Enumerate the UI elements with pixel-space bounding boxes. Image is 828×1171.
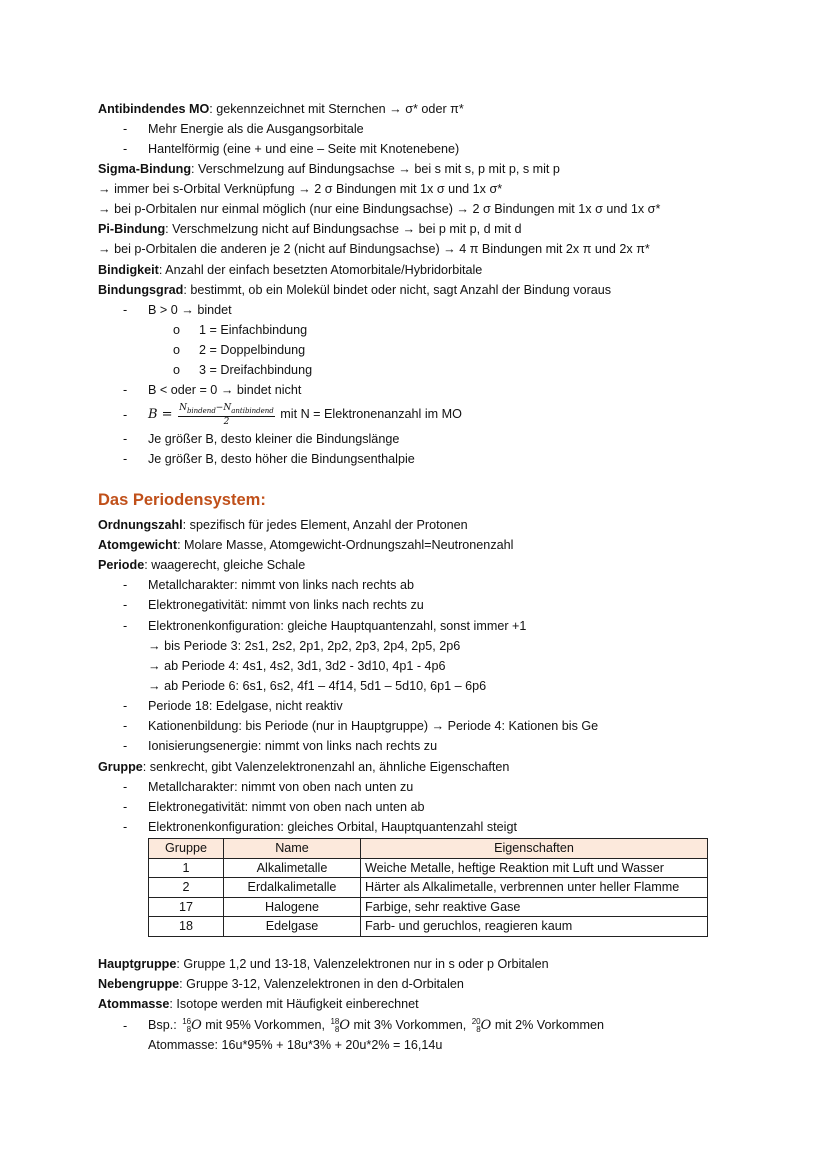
list-item: Kationenbildung: bis Periode (nur in Hauptgruppe) → Periode 4: Kationen bis Ge xyxy=(148,719,599,733)
isotope-symbol: O xyxy=(339,1018,351,1033)
list-item: Elektronegativität: nimmt von links nach rechts zu xyxy=(148,598,424,612)
list-item: Je größer B, desto kleiner die Bindungslänge xyxy=(148,432,400,446)
fraction-numerator: $N_{bindend}-N_{antibindend}$ xyxy=(179,402,274,415)
line-gruppe: Gruppe: senkrecht, gibt Valenzelektronenzahl an, ähnliche Eigenschaften xyxy=(98,760,510,774)
table-header: Gruppe xyxy=(149,839,224,859)
sub-list-item: 1 = Einfachbindung xyxy=(199,323,308,337)
bullet-dash: - xyxy=(123,739,128,753)
table-cell: 18 xyxy=(149,917,224,937)
bullet-dash: - xyxy=(123,303,128,317)
list-item-continuation: → bis Periode 3: 2s1, 2s2, 2p1, 2p2, 2p3, 2p4, 2p5, 2p6 xyxy=(148,639,461,653)
table-cell: 2 xyxy=(149,878,224,898)
bullet-dash: - xyxy=(123,408,128,422)
text-line: → bei p-Orbitalen nur einmal möglich (nur eine Bindungsachse) → 2 σ Bindungen mit 1x σ und 1x σ* xyxy=(98,202,661,216)
line-antibindendes-mo: Antibindendes MO: gekennzeichnet mit Sternchen → σ* oder π* xyxy=(98,102,464,116)
section-heading: Das Periodensystem: xyxy=(98,491,266,509)
bullet-dash: - xyxy=(123,383,128,397)
list-item: B > 0 → bindet xyxy=(148,303,232,317)
list-item: Periode 18: Edelgase, nicht reaktiv xyxy=(148,699,343,713)
line-periode: Periode: waagerecht, gleiche Schale xyxy=(98,558,306,572)
bullet-circle: o xyxy=(173,363,181,377)
list-item: Metallcharakter: nimmt von links nach rechts ab xyxy=(148,578,414,592)
table-cell: Edelgase xyxy=(224,917,361,937)
isotope-symbol: O xyxy=(191,1018,202,1033)
list-item: Ionisierungsenergie: nimmt von links nach rechts zu xyxy=(148,739,438,753)
table-cell: Farbige, sehr reaktive Gase xyxy=(361,897,708,917)
line-ordnungszahl: Ordnungszahl: spezifisch für jedes Element, Anzahl der Protonen xyxy=(98,518,468,532)
text-line: → bei p-Orbitalen die anderen je 2 (nicht auf Bindungsachse) → 4 π Bindungen mit 2x π und 2x π* xyxy=(98,242,650,256)
list-item: Elektronenkonfiguration: gleiches Orbital, Hauptquantenzahl steigt xyxy=(148,820,517,834)
bullet-dash: - xyxy=(123,719,128,733)
list-item-continuation: Atommasse: 16u*95% + 18u*3% + 20u*2% = 16,14u xyxy=(148,1038,443,1052)
fraction xyxy=(178,403,275,427)
groups-table xyxy=(148,838,708,937)
bullet-dash: - xyxy=(123,619,128,633)
table-header: Eigenschaften xyxy=(361,839,708,859)
bullet-dash: - xyxy=(123,598,128,612)
table-header-row xyxy=(149,839,708,859)
fraction-denominator: 2 xyxy=(223,416,230,427)
table-cell: 1 xyxy=(149,858,224,878)
table-cell: Weiche Metalle, heftige Reaktion mit Luft und Wasser xyxy=(361,858,708,878)
list-item: Elektronenkonfiguration: gleiche Hauptquantenzahl, sonst immer +1 xyxy=(148,619,527,633)
table-cell: Halogene xyxy=(224,897,361,917)
table-cell: Farb- und geruchlos, reagieren kaum xyxy=(361,917,708,937)
isotope-numbers: 18 8 xyxy=(330,1016,340,1034)
bullet-dash: - xyxy=(123,800,128,814)
table-row xyxy=(149,897,708,917)
line-atomgewicht: Atomgewicht: Molare Masse, Atomgewicht-Ordnungszahl=Neutronenzahl xyxy=(98,538,514,552)
table-cell: 17 xyxy=(149,897,224,917)
bullet-dash: - xyxy=(123,452,128,466)
isotope-numbers: 20 8 xyxy=(471,1016,481,1034)
line-atommasse: Atommasse: Isotope werden mit Häufigkeit einberechnet xyxy=(98,997,419,1011)
list-item: B < oder = 0 → bindet nicht xyxy=(148,383,302,397)
list-item: Elektronegativität: nimmt von oben nach unten ab xyxy=(148,800,425,814)
line-nebengruppe: Nebengruppe: Gruppe 3-12, Valenzelektronen in den d-Orbitalen xyxy=(98,977,464,991)
table-row xyxy=(149,878,708,898)
text-line: → immer bei s-Orbital Verknüpfung → 2 σ Bindungen mit 1x σ und 1x σ* xyxy=(98,182,503,196)
table-cell: Erdalkalimetalle xyxy=(224,878,361,898)
bullet-circle: o xyxy=(173,323,181,337)
list-item: Hantelförmig (eine + und eine – Seite mit Knotenebene) xyxy=(148,142,460,156)
table-row xyxy=(149,917,708,937)
list-item: Je größer B, desto höher die Bindungsenthalpie xyxy=(148,452,415,466)
line-bindigkeit: Bindigkeit: Anzahl der einfach besetzten Atomorbitale/Hybridorbitale xyxy=(98,263,483,277)
formula-line xyxy=(148,401,462,428)
list-item: Mehr Energie als die Ausgangsorbitale xyxy=(148,122,364,136)
isotope-example: Bsp.: 16 8 O mit 95% Vorkommen, 18 8 O mit 3% Vorkommen, 20 8 O mit 2% Vorkommen xyxy=(148,1016,604,1034)
line-hauptgruppe: Hauptgruppe: Gruppe 1,2 und 13-18, Valenzelektronen nur in s oder p Orbitalen xyxy=(98,957,549,971)
bullet-dash: - xyxy=(123,122,128,136)
isotope-symbol: O xyxy=(480,1018,492,1033)
sub-list-item: 3 = Dreifachbindung xyxy=(199,363,313,377)
bullet-dash: - xyxy=(123,432,128,446)
line-bindungsgrad: Bindungsgrad: bestimmt, ob ein Molekül bindet oder nicht, sagt Anzahl der Bindung voraus xyxy=(98,283,612,297)
bullet-dash: - xyxy=(123,578,128,592)
formula-lhs: B = xyxy=(148,407,173,422)
bullet-dash: - xyxy=(123,820,128,834)
list-item-continuation: → ab Periode 4: 4s1, 4s2, 3d1, 3d2 - 3d10, 4p1 - 4p6 xyxy=(148,659,446,673)
list-item: Metallcharakter: nimmt von oben nach unten zu xyxy=(148,780,414,794)
bullet-dash: - xyxy=(123,780,128,794)
bullet-circle: o xyxy=(173,343,181,357)
line-sigma-bindung: Sigma-Bindung: Verschmelzung auf Bindungsachse → bei s mit s, p mit p, s mit p xyxy=(98,162,560,176)
isotope-numbers: 16 8 xyxy=(182,1016,192,1034)
bullet-dash: - xyxy=(123,1019,128,1033)
line-pi-bindung: Pi-Bindung: Verschmelzung nicht auf Bindungsachse → bei p mit p, d mit d xyxy=(98,222,522,236)
table-cell: Alkalimetalle xyxy=(224,858,361,878)
table-header: Name xyxy=(224,839,361,859)
bullet-dash: - xyxy=(123,142,128,156)
list-item-continuation: → ab Periode 6: 6s1, 6s2, 4f1 – 4f14, 5d1 – 5d10, 6p1 – 6p6 xyxy=(148,679,487,693)
table-row xyxy=(149,858,708,878)
formula-text: mit N = Elektronenanzahl im MO xyxy=(280,407,462,421)
bullet-dash: - xyxy=(123,699,128,713)
table-cell: Härter als Alkalimetalle, verbrennen unter heller Flamme xyxy=(361,878,708,898)
sub-list-item: 2 = Doppelbindung xyxy=(199,343,306,357)
